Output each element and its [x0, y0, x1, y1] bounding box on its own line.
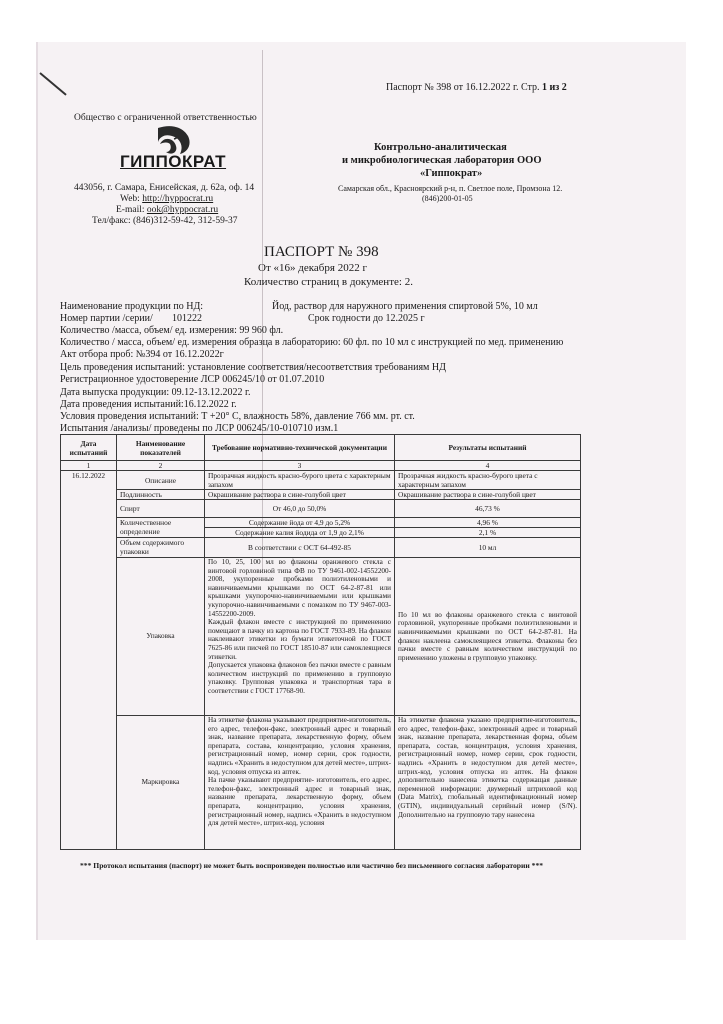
indicator-name: Подлинность: [117, 490, 205, 500]
indicator-name: Спирт: [117, 500, 205, 518]
table-col-number: 3: [205, 461, 395, 471]
indicator-name: Объем содержимого упаковки: [117, 538, 205, 558]
table-col-number: 4: [395, 461, 581, 471]
batch-label: Номер партии /серии/: [60, 313, 153, 324]
product-value: Йод, раствор для наружного применения спиртовой 5%, 10 мл: [272, 301, 538, 312]
test-purpose: Цель проведения испытаний: установление соответствия/несоответствия требованиям НД: [60, 362, 446, 373]
table-row: [61, 538, 581, 558]
indicator-name: Описание: [117, 471, 205, 490]
requirement-text: [205, 716, 395, 850]
requirement-text: Окрашивание раствора в сине-голубой цвет: [205, 490, 395, 500]
table-header-date: Дата испытаний: [61, 435, 117, 461]
company-web: Web: http://hyppocrat.ru: [120, 194, 214, 204]
page-reference: Паспорт № 398 от 16.12.2022 г. Стр. 1 из 2: [386, 82, 567, 93]
sampling-act: Акт отбора проб: №394 от 16.12.2022г: [60, 349, 224, 360]
result-text: По 10 мл во флаконы оранжевого стекла с винтовой горловиной, укупоренные пробками полиэтиленовыми и навинчиваемыми крышками по ОСТ 64-2-87-81. На флакон наклеена самоклеящиеся этикетка. Флаконы без пачки вместе с равным количеством инструкций по применению уложены в групповую упаковку.: [395, 558, 581, 716]
result-text: 10 мл: [395, 538, 581, 558]
requirement-text: Содержание йода от 4,9 до 5,2%: [205, 518, 395, 528]
results-table: [60, 434, 581, 850]
table-col-number: 1: [61, 461, 117, 471]
lab-address: Самарская обл., Красноярский р-н, п. Светлое поле, Промзона 12.: [338, 184, 563, 193]
test-date-cell: 16.12.2022: [61, 471, 117, 850]
release-date: Дата выпуска продукции: 09.12-13.12.2022 г.: [60, 387, 251, 398]
requirement-paragraph: На пачке указывают предприятие- изготовитель, его адрес, телефон-факс, электронный адрес и товарный знак, название препарата, лекарственную форму, объем препарата, концентрацию, условия хранения, регистрационный номер, надпись «Хранить в недоступном для детей месте», штрих-код, условия: [208, 776, 391, 828]
requirement-text: [205, 558, 395, 716]
requirement-text: Прозрачная жидкость красно-бурого цвета с характерным запахом: [205, 471, 395, 490]
document-page-count: Количество страниц в документе: 2.: [244, 276, 413, 288]
lab-phone: (846)200-01-05: [422, 194, 473, 203]
test-conditions: Условия проведения испытаний: Т +20° С, влажность 58%, давление 766 мм. рт. ст.: [60, 411, 415, 422]
table-header-indicator: Наименование показателей: [117, 435, 205, 461]
result-text: На этикетке флакона указано предприятие-изготовитель, его адрес, телефон-факс, электронный адрес и товарный знак, название препарата, лекарственная форма, объем препарата, состав, концентрация, условия хранения, регистрационный номер, номер серии, срок годности, надпись «Хранить в недоступном для детей месте», штрих-код, условия отпуска из аптек. На флакон дополнительно нанесена этикетка содержащая данные переменной информации: двумерный штриховой код (Data Matrix), глобальный идентификационный номер (GTIN), индивидуальный серийный номер (S/N). Дополнительно на групповую тару нанесена: [395, 716, 581, 850]
lab-name-line1: Контрольно-аналитическая: [374, 142, 507, 153]
document-title: ПАСПОРТ № 398: [264, 244, 379, 260]
tests-reference: Испытания /анализы/ проведены по ЛСР 006245/10-010710 изм.1: [60, 423, 339, 434]
test-date: Дата проведения испытаний:16.12.2022 г.: [60, 399, 237, 410]
result-text: Прозрачная жидкость красно-бурого цвета с характерным запахом: [395, 471, 581, 490]
lab-name-line3: «Гиппократ»: [420, 168, 483, 179]
company-address: 443056, г. Самара, Енисейская, д. 62а, оф. 14: [74, 183, 255, 193]
registration-certificate: Регистрационное удостоверение ЛСР 006245/10 от 01.07.2010: [60, 374, 325, 385]
batch-value: 101222: [172, 313, 202, 324]
requirement-paragraph: На этикетке флакона указывают предприятие-изготовитель, его адрес, телефон-факс, электронный адрес и товарный знак, название препарата, лекарственную форму, объем препарата, состава, концентрацию, условия хранения, регистрационный номер, номер серии, срок годности, надпись «Хранить в недоступном для детей месте», штрих-код, условия отпуска из аптек.: [208, 716, 392, 776]
sample-line: Количество / масса, объем/ ед. измерения образца в лабораторию: 60 фл. по 10 мл с инструкцией по мед. применению: [60, 337, 564, 348]
company-phone: Тел/факс: (846)312-59-42, 312-59-37: [92, 216, 238, 226]
quantity-line: Количество /масса, объем/ ед. измерения: 99 960 фл.: [60, 325, 284, 336]
sheet-edge: [36, 42, 38, 940]
indicator-name: Маркировка: [117, 716, 205, 850]
result-text: 2,1 %: [395, 528, 581, 538]
company-email: E-mail: ook@hyppocrat.ru: [116, 205, 219, 215]
result-text: 4,96 %: [395, 518, 581, 528]
requirement-paragraph: Каждый флакон вместе с инструкцией по применению помещают в пачку из картона по ГОСТ 7933-89. На флакон наклеивают этикетки из бумаги этикеточной по ГОСТ 7625-86 или писчей по ГОСТ 18510-87 или самоклеящиеся этикетки.: [208, 618, 391, 661]
company-logo-wordmark: ГИППОКРАТ: [120, 152, 227, 171]
footer-notice: *** Протокол испытания (паспорт) не может быть воспроизведен полностью или частично без письменного согласия лаборатории ***: [80, 861, 544, 870]
requirement-text: От 46,0 до 50,0%: [205, 500, 395, 518]
indicator-name: Количественное определение: [117, 518, 205, 538]
table-row: [61, 716, 581, 850]
product-label: Наименование продукции по НД:: [60, 301, 204, 312]
table-row: [61, 471, 581, 490]
requirement-paragraph: По 10, 25, 100 мл во флаконы оранжевого стекла с винтовой горловиной типа ФВ по ТУ 9461-002-14552200-2008, укупоренные пробками полиэтиленовыми и навинчиваемыми крышками по ОСТ 64-2-87-81 или крышками укупорочно-навинчиваемыми или крышками укупорочно-навинчиваемыми с помазком по ТУ 9467-003-14552200-2009.: [208, 558, 391, 618]
expiry-date: Срок годности до 12.2025 г: [308, 313, 425, 324]
table-row: [61, 518, 581, 528]
company-org-type: Общество с ограниченной ответственностью: [74, 113, 257, 123]
table-header-result: Результаты испытаний: [395, 435, 581, 461]
requirement-text: В соответствии с ОСТ 64-492-85: [205, 538, 395, 558]
requirement-paragraph: Допускается упаковка флаконов без пачки вместе с равным количеством инструкций по применению в групповую упаковку. Групповая упаковка и транспортная тара в соответствии с ГОСТ 17768-90.: [208, 661, 391, 695]
company-email-link[interactable]: ook@hyppocrat.ru: [146, 205, 219, 215]
table-col-number: 2: [117, 461, 205, 471]
lab-name-line2: и микробиологическая лаборатория ООО: [342, 155, 542, 166]
table-row: [61, 558, 581, 716]
requirement-text: Содержание калия йодида от 1,9 до 2,1%: [205, 528, 395, 538]
indicator-name: Упаковка: [117, 558, 205, 716]
result-text: Окрашивание раствора в сине-голубой цвет: [395, 490, 581, 500]
result-text: 46,73 %: [395, 500, 581, 518]
table-row: [61, 490, 581, 500]
table-row: [61, 500, 581, 518]
company-web-link[interactable]: http://hyppocrat.ru: [142, 194, 214, 204]
table-header-requirement: Требование нормативно-технической документации: [205, 435, 395, 461]
document-date: От «16» декабря 2022 г: [258, 262, 367, 274]
